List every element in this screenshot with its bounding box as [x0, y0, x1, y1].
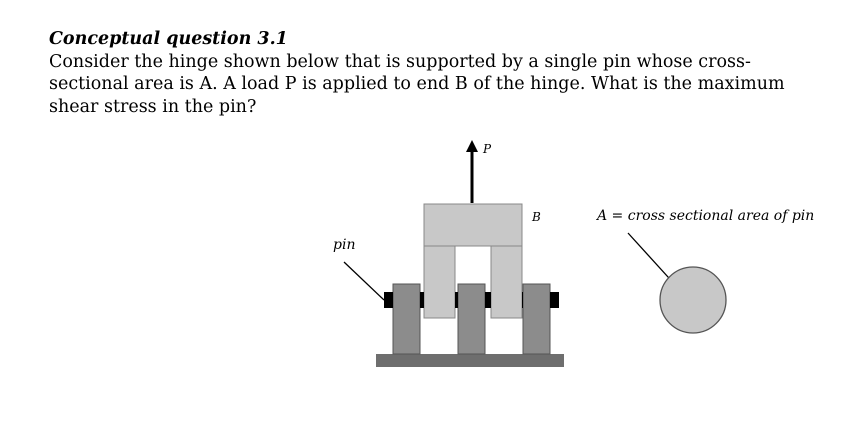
base-plate: [376, 354, 564, 367]
question-line-1: Consider the hinge shown below that is supported by a single pin whose cross-: [49, 51, 751, 72]
hinge-leg-right: [491, 246, 522, 318]
area-label: A = cross sectional area of pin: [597, 208, 815, 224]
question-line-2: sectional area is A. A load P is applied to end B of the hinge. What is the maximum: [49, 74, 785, 94]
load-arrow-head: [466, 140, 478, 152]
pin-segment-4: [522, 292, 523, 308]
hinge-leg-left: [424, 246, 455, 318]
pin-segment-2: [455, 292, 458, 308]
load-label: P: [483, 142, 492, 156]
pin-label: pin: [333, 237, 356, 253]
pin-segment-1: [420, 292, 424, 308]
hinge-top-block: [424, 204, 522, 246]
end-b-label: B: [532, 210, 541, 224]
pin-end-left: [384, 292, 393, 308]
lower-lug-middle: [458, 284, 485, 354]
question-title: Conceptual question 3.1: [49, 29, 288, 49]
pin-leader-line: [344, 262, 384, 300]
question-line-3: shear stress in the pin?: [49, 96, 257, 117]
lower-lug-left: [393, 284, 420, 354]
pin-cross-section: [660, 267, 726, 333]
lower-lug-right: [523, 284, 550, 354]
pin-segment-3: [485, 292, 491, 308]
pin-end-right: [550, 292, 559, 308]
